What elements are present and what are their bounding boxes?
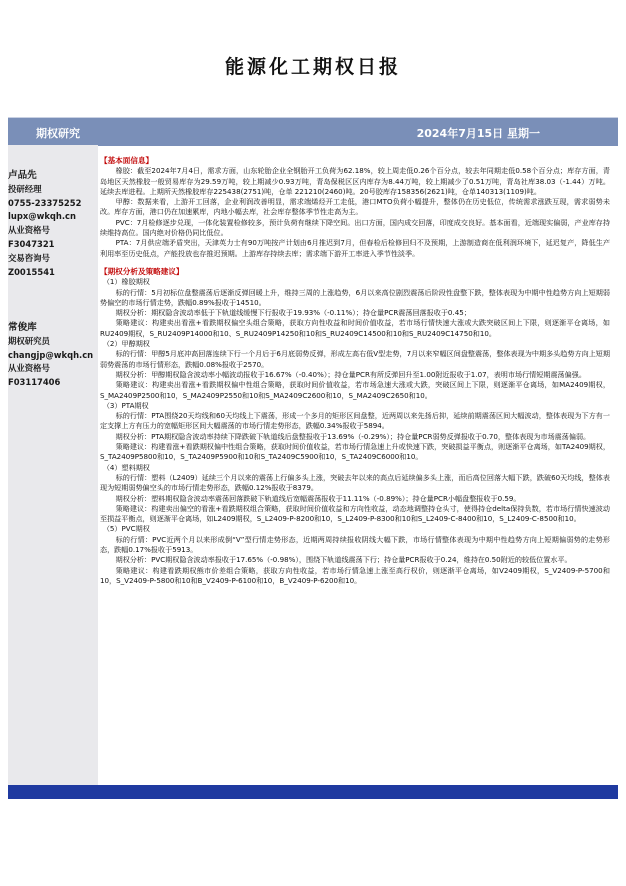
analysis-paragraph: 策略建议：构建卖出看涨+看跌期权偏中性组合策略，获取时间价值收益，若市场急速大涨或大跌，突破区间上下限，则逐渐平仓离场，如MA2409期权，S_MA2409P2500和10，S_MA2409P2550和10和S_MA2409C2600和10，S_MA2409C2650和10。 bbox=[100, 380, 610, 400]
info-paragraph-pta: PTA：7月供应端矛盾突出，天津英力士有90万吨按产计划由6月推迟到7月，但春检后检修回归不及预期，上游制造商在低利润环境下，延迟复产，降低生产利用率至历史低点，产能投放也存推迟预期。上游库存持续去库；需求端下游开工率进入季节性淡季。 bbox=[100, 238, 610, 258]
analyst-title: 投研经理 bbox=[8, 183, 42, 194]
license-label: 从业资格号 bbox=[8, 363, 50, 374]
analysis-subheading: （1）橡胶期权 bbox=[102, 277, 150, 287]
analysis-heading: 【期权分析及策略建议】 bbox=[100, 266, 184, 276]
analysis-paragraph: 期权分析：甲醇期权隐含波动率小幅波动报收于16.67%（-0.40%）；持仓量PCR有所反弹回升至1.00附近报收于1.07，表明市场行情短期震荡偏强。 bbox=[115, 369, 586, 379]
consult-label: 交易咨询号 bbox=[8, 252, 50, 263]
analysis-list bbox=[100, 277, 610, 586]
analyst-sidebar bbox=[8, 145, 98, 785]
analysis-paragraph: 期权分析：PTA期权隐含波动率持续下降跌破下轨道线后盘整报收于13.69%（-0.29%）；持仓量PCR弱势反弹报收于0.70，整体表现为市场震荡偏弱。 bbox=[115, 431, 591, 441]
analyst-title: 期权研究员 bbox=[8, 335, 50, 346]
consult-number: Z0015541 bbox=[8, 266, 55, 277]
analyst-card bbox=[8, 169, 98, 279]
report-title: 能源化工期权日报 bbox=[224, 56, 401, 78]
analysis-paragraph: 策略建议：构建卖出看涨+看跌期权偏空头组合策略，获取方向性收益和时间价值收益，若市场行情快速大涨或大跌突破区间上下限，则逐渐平仓离场，如RU2409期权，S_RU2409P14000和10、S_RU2409P14250和10和S_RU2409C14500和10和S_RU2409C14750和10。 bbox=[100, 318, 610, 338]
analyst-name: 卢品先 bbox=[8, 170, 37, 181]
footer-bar bbox=[8, 785, 618, 799]
analysis-paragraph: 标的行情：PVC近两个月以来形成倒“V”型行情走势形态，近期两周持续报收阴线大幅下跌，市场行情整体表现为中期中性趋势方向上短期偏弱势的走势形态，跌幅0.17%报收于5913。 bbox=[100, 534, 610, 554]
analysis-paragraph: 策略建议：构建卖出偏空的看涨+看跌期权组合策略，获取时间价值收益和方向性收益，动态地调整持仓头寸，使得持仓delta保持负数，若市场行情快速波动至损益平衡点，则逐渐平仓离场，如L2409期权，S_L2409-P-8200和10，S_L2409-P-8300和10和S_L2409-C-8400和10，S_L2409-C-8500和10。 bbox=[100, 503, 610, 524]
info-heading: 【基本面信息】 bbox=[100, 156, 154, 165]
info-paragraph-methanol: 甲醇：数据来看，上游开工回落，企业利润改善明显，需求端烯烃开工走低，港口MTO负荷小幅提升，整体仍在历史低位，传统需求涨跌互现，需求弱势未改。库存方面，港口仍在加速累库，内地小幅去库，社会库存整体季节性走高为主。 bbox=[100, 197, 610, 217]
license-number: F3047321 bbox=[8, 238, 55, 249]
analysis-subheading: （3）PTA期权 bbox=[102, 400, 149, 410]
analyst-name: 常俊库 bbox=[8, 322, 37, 333]
analysis-paragraph: 标的行情：PTA围绕20天均线和60天均线上下震荡，形成一个多月的矩形区间盘整，近两周以来先扬后抑，延续前期震荡区间大幅波动，整体表现为下方有一定支撑上方有压力的宽幅矩形区间大幅震荡的市场行情走势形态，跌幅0.34%报收于5894。 bbox=[100, 411, 610, 431]
analysis-paragraph: 期权分析：塑料期权隐含波动率震荡回落跌破下轨道线后宽幅震荡报收于11.11%（-0.89%）；持仓量PCR小幅盘整报收于0.59。 bbox=[115, 493, 521, 503]
analyst-email[interactable]: lupx@wkqh.cn bbox=[8, 211, 76, 222]
analysis-paragraph: 标的行情：甲醇5月底冲高回落连续下行一个月后于6月底弱势反弹，形成左高右低V型走势，7月以来窄幅区间盘整震荡，整体表现为中期多头趋势方向上短期弱势震荡的市场行情形态，跌幅0.08%报收于2570。 bbox=[100, 349, 610, 369]
analyst-phone: 0755-23375252 bbox=[8, 197, 82, 208]
analysis-paragraph: 标的行情：塑料（L2409）延续三个月以来的震荡上行偏多头上涨，突破去年以来的高点后延续偏多头上涨，而后高位回落大幅下跌，跌破60天均线，整体表现为短期弱势偏空头的市场行情走势形态，跌幅0.12%报收于8379。 bbox=[100, 472, 610, 493]
analysis-paragraph: 期权分析：期权隐含波动率低于下轨道线缓慢下行报收于19.93%（-0.11%）；持仓量PCR震荡回落报收于0.45； bbox=[115, 308, 471, 318]
analyst-email[interactable]: changjp@wkqh.cn bbox=[8, 349, 94, 360]
report-date: 2024年7月15日 星期一 bbox=[416, 127, 540, 140]
analysis-subheading: （2）甲醇期权 bbox=[102, 339, 150, 349]
analyst-card bbox=[8, 321, 98, 390]
report-body bbox=[100, 156, 610, 586]
analysis-subheading: （5）PVC期权 bbox=[102, 524, 150, 534]
license-number: F03117406 bbox=[8, 377, 61, 388]
section-label: 期权研究 bbox=[36, 127, 80, 140]
analysis-paragraph: 策略建议：构建看跌期权熊市价差组合策略，获取方向性收益，若市场行情急速上涨至高行权价，则逐渐平仓离场，如V2409期权，S_V2409-P-5700和10，S_V2409-P-5800和10和B_V2409-P-6100和10，B_V2409-P-6200和10。 bbox=[100, 565, 610, 585]
info-paragraph-pvc: PVC：7月检修逐步兑现，一体化装置检修较多，预计负荷有继续下降空间。出口方面，国内成交回落，印度成交良好。基本面看，近端现实偏弱，产业库存持续维持高位。国内绝对价格仍同比低位。 bbox=[100, 217, 610, 238]
header-banner bbox=[8, 117, 618, 146]
analysis-paragraph: 策略建议：构建看涨+看跌期权偏中性组合策略，获取时间价值收益，若市场行情急速上升或快速下跌，突破损益平衡点，则逐渐平仓离场，如TA2409期权，S_TA2409P5800和10，S_TA2409P5900和10和S_TA2409C5900和10，S_TA2409C6000和10。 bbox=[100, 442, 610, 462]
analysis-paragraph: 期权分析：PVC期权隐含波动率报收于17.65%（-0.98%），围绕下轨道线震荡下行；持仓量PCR报收于0.24，维持在0.50附近的较低位置水平。 bbox=[115, 555, 572, 565]
analysis-paragraph: 标的行情：5月初标位盘整震荡后逐渐反弹回暖上升，维持三周的上涨趋势，6月以来高位剧烈震荡后阶段性盘整下跌，整体表现为中期中性趋势方向上短期弱势偏空的市场行情走势，跌幅0.89%报收于14510。 bbox=[100, 287, 610, 307]
info-paragraph-rubber: 橡胶：截至2024年7月4日，需求方面，山东轮胎企业全钢胎开工负荷为62.18%，较上周走低0.26个百分点，较去年同期走低0.58个百分点；库存方面，青岛地区天然橡胶一般贸易库存为29.59万吨，较上期减少0.93万吨，青岛保税区区内库存为8.44万吨，较上期减少了0.51万吨，青岛社库38.03（-1.44）万吨。延续去库进程。上期所天然橡胶库存225438(2751)吨，仓单 221210(2460)吨。20号胶库存158356(2621)吨，仓单140313(1109)吨。 bbox=[100, 166, 610, 196]
analysis-subheading: （4）塑料期权 bbox=[102, 462, 150, 472]
license-label: 从业资格号 bbox=[8, 225, 50, 236]
